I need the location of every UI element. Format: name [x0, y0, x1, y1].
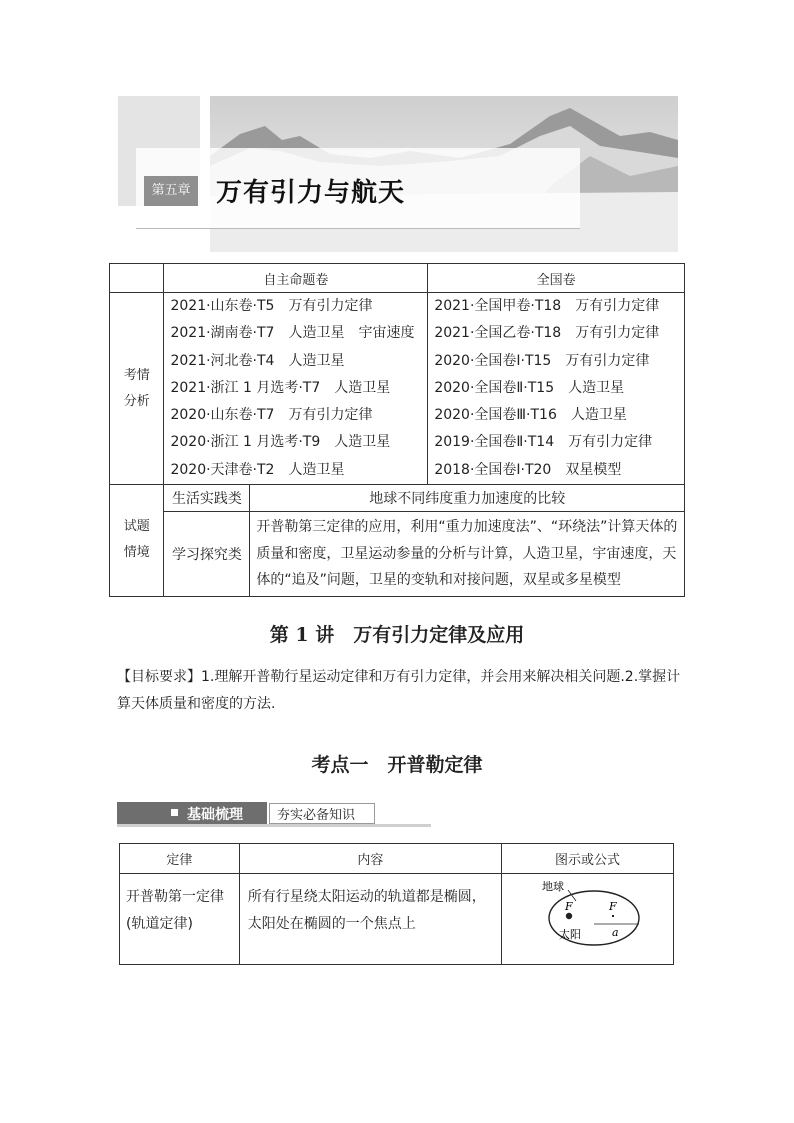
- col-header-national: 全国卷: [428, 264, 685, 293]
- study-explore-label: 学习探究类: [164, 512, 250, 597]
- corner-cell: [110, 264, 164, 293]
- square-bullet-icon: [171, 809, 178, 816]
- list-item: 2020·浙江 1 月选考·T9 人造卫星: [170, 434, 391, 451]
- law-name: 开普勒第一定律(轨道定律): [120, 874, 240, 965]
- list-item: 2020·山东卷·T7 万有引力定律: [170, 407, 373, 424]
- list-item: 2020·全国卷Ⅰ·T15 万有引力定律: [434, 352, 650, 369]
- list-item: 2020·天津卷·T2 人造卫星: [170, 461, 345, 478]
- life-practice-text: 地球不同纬度重力加速度的比较: [250, 485, 685, 512]
- list-item: 2018·全国卷Ⅰ·T20 双星模型: [434, 461, 622, 478]
- chapter-badge: 第五章: [144, 176, 198, 206]
- section-header: [117, 802, 431, 826]
- chapter-title: 万有引力与航天: [216, 178, 406, 208]
- goal-text: 1.理解开普勒行星运动定律和万有引力定律，并会用来解决相关问题.2.掌握计算天体质量和密度的方法.: [117, 669, 681, 712]
- goal-tag: 【目标要求】: [117, 669, 201, 685]
- section-sub-label: 夯实必备知识: [277, 808, 356, 823]
- lecture-title: 第 1 讲 万有引力定律及应用: [269, 624, 525, 646]
- point-title: 考点一 开普勒定律: [311, 754, 483, 776]
- section-label: 基础梳理: [187, 807, 243, 823]
- col-header-law: 定律: [120, 844, 240, 874]
- list-item: 2021·全国乙卷·T18 万有引力定律: [434, 325, 660, 342]
- learning-goals: [117, 664, 681, 718]
- ellipse-orbit-diagram: [502, 874, 672, 954]
- self-exam-list: [164, 293, 428, 485]
- life-practice-label: 生活实践类: [164, 485, 250, 512]
- list-item: 2021·浙江 1 月选考·T7 人造卫星: [170, 379, 391, 396]
- section-underline: [117, 824, 431, 827]
- list-item: 2021·全国甲卷·T18 万有引力定律: [434, 298, 660, 314]
- semi-axis-label: a: [611, 926, 619, 939]
- list-item: 2021·河北卷·T4 人造卫星: [170, 352, 345, 369]
- law-content: 所有行星绕太阳运动的轨道都是椭圆，太阳处在椭圆的一个焦点上: [239, 874, 501, 965]
- list-item: 2021·山东卷·T5 万有引力定律: [170, 298, 373, 314]
- exam-analysis-table: [109, 263, 685, 597]
- col-header-self: 自主命题卷: [164, 264, 428, 293]
- col-header-content: 内容: [239, 844, 501, 874]
- list-item: 2019·全国卷Ⅱ·T14 万有引力定律: [434, 434, 653, 451]
- sun-label: 太阳: [558, 928, 581, 941]
- list-item: 2020·全国卷Ⅲ·T16 人造卫星: [434, 407, 627, 424]
- national-exam-list: [428, 293, 685, 485]
- context-label: 试题 情境: [110, 485, 164, 597]
- sun-focus-dot: [566, 913, 572, 919]
- chapter-banner: [118, 96, 678, 252]
- list-item: 2021·湖南卷·T7 人造卫星 宇宙速度: [170, 325, 415, 342]
- study-explore-text: 开普勒第三定律的应用，利用“重力加速度法”、“环绕法”计算天体的质量和密度，卫星运动参量的分析与计算，人造卫星，宇宙速度，天体的“追及”问题，卫星的变轨和对接问题，双星或多星模型: [250, 512, 685, 597]
- list-item: 2020·全国卷Ⅱ·T15 人造卫星: [434, 379, 625, 396]
- kepler-law-table: [119, 843, 674, 965]
- analysis-label: 考情 分析: [110, 293, 164, 485]
- earth-label: 地球: [541, 880, 564, 893]
- focus-label-1: F: [564, 900, 573, 913]
- law-figure-cell: [501, 874, 673, 965]
- col-header-figure: 图示或公式: [501, 844, 673, 874]
- focus-label-2: F: [608, 900, 617, 913]
